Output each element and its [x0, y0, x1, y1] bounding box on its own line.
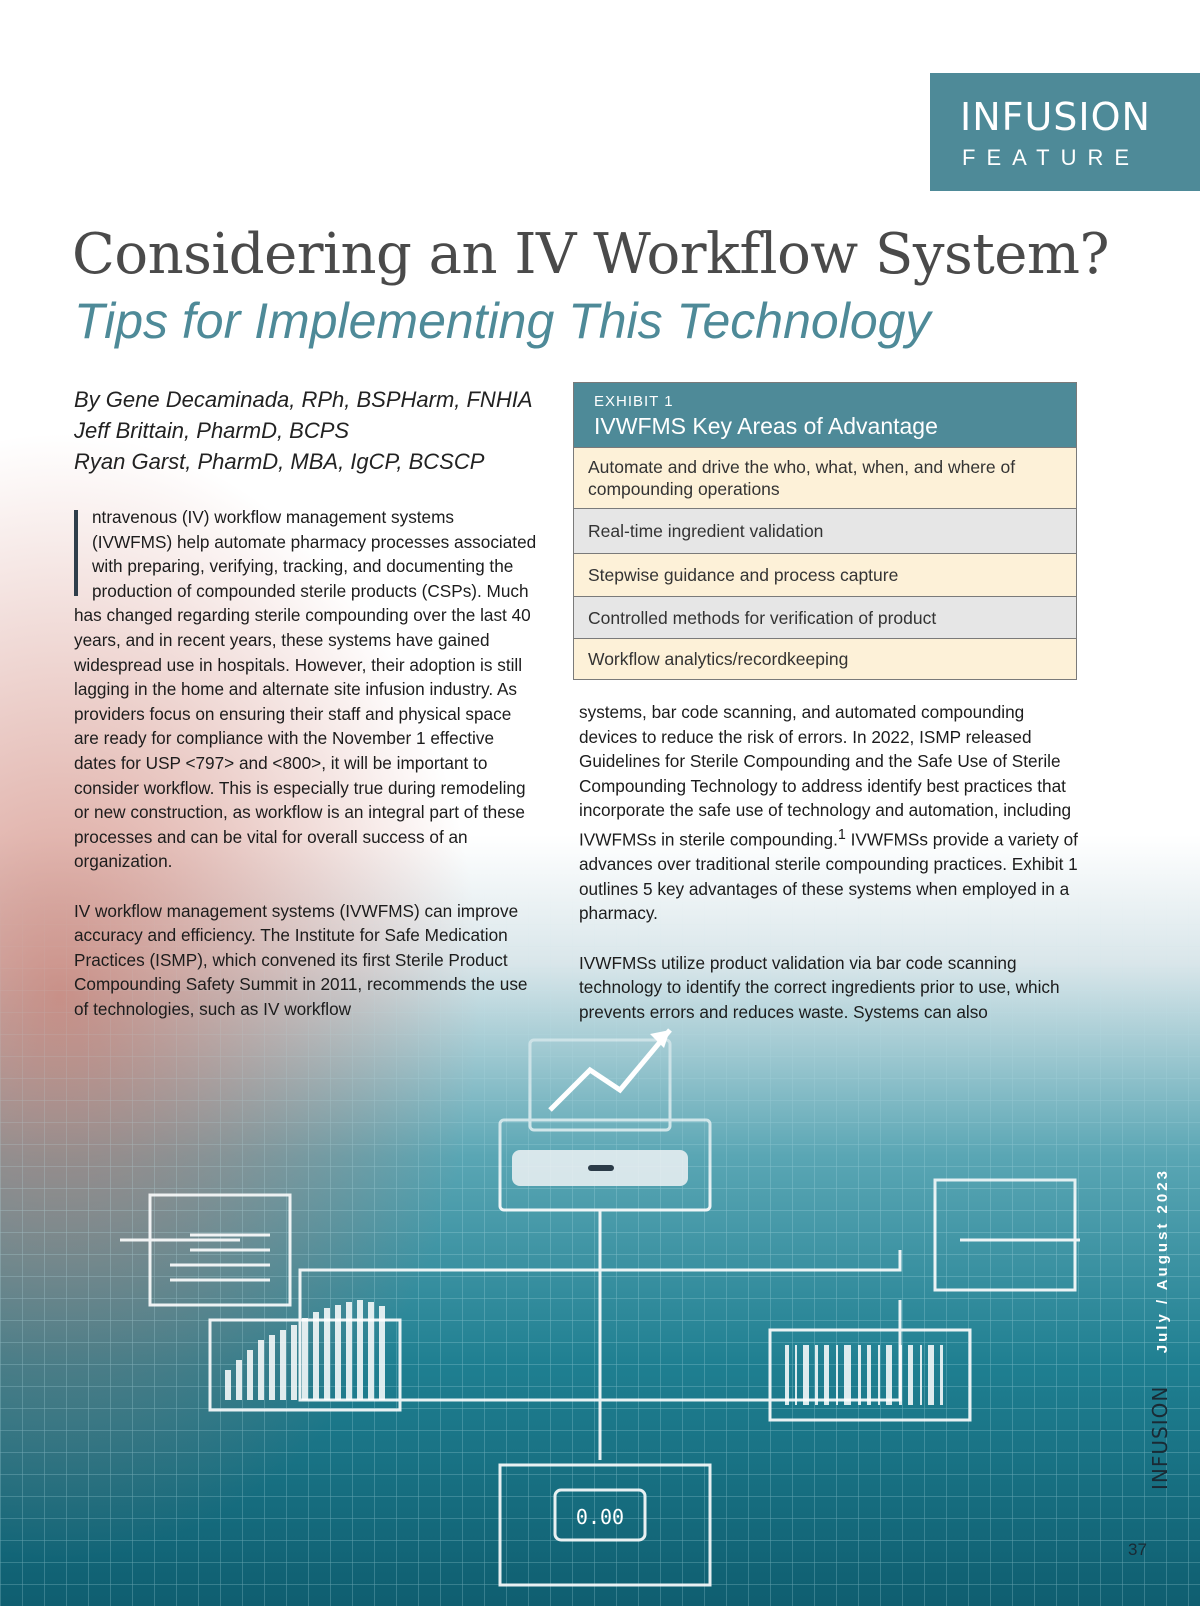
author-list [74, 384, 533, 477]
badge-brand: INFUSION [960, 95, 1151, 139]
footnote-marker: 1 [837, 826, 846, 843]
body-column-left [74, 505, 540, 1046]
paragraph: IV workflow management systems (IVWFMS) can improve accuracy and efficiency. The Institute for Safe Medication Practices (ISMP), which convened its first Sterile Product Compounding Safety Summit in 2011, recommends the use of technologies, such as IV workflow [74, 900, 528, 1019]
paragraph: has changed regarding sterile compounding over the last 40 years, and in recent years, these systems have gained widespread use in hospitals. However, their adoption is still lagging in the home and alternate site infusion industry. As providers focus on ensuring their staff and physical space are ready for compliance with the November 1 effective dates for USP <797> and <800>, it will be important to consider workflow. This is especially true during remodeling or new construction, as workflow is an integral part of these processes and can be vital for overall success of an organization. [74, 605, 531, 872]
exhibit-row: Automate and drive the who, what, when, and where of compounding operations [574, 447, 1076, 508]
exhibit-row: Stepwise guidance and process capture [574, 553, 1076, 596]
article-title: Considering an IV Workflow System? [72, 222, 1110, 287]
badge-section: FEATURE [962, 145, 1141, 170]
exhibit-header [574, 383, 1076, 447]
paragraph-text: IVWFMSs provide a variety of advances over traditional sterile compounding practices. Exhibit 1 outlines 5 key advantages of these systems when employed in a pharmacy. [579, 829, 1078, 924]
indented-intro [74, 505, 540, 603]
author-line: By Gene Decaminada, RPh, BSPHarm, FNHIA [74, 387, 533, 412]
author-line: Jeff Brittain, PharmD, BCPS [74, 418, 350, 443]
paragraph [579, 700, 1079, 926]
exhibit-title: IVWFMS Key Areas of Advantage [594, 413, 938, 439]
intro-line: production of compounded sterile products (CSPs). Much [92, 580, 529, 601]
intro-line: with preparing, verifying, tracking, and documenting the [92, 556, 514, 577]
exhibit-row: Workflow analytics/recordkeeping [574, 638, 1076, 679]
issue-tag [1148, 1168, 1172, 1490]
author-line: Ryan Garst, PharmD, MBA, IgCP, BCSCP [74, 449, 485, 474]
page-number: 37 [1128, 1540, 1147, 1559]
exhibit-row: Real-time ingredient validation [574, 508, 1076, 553]
body-column-right [579, 700, 1079, 1049]
footer-brand: INFUSION [1148, 1385, 1172, 1490]
intro-line: (IVWFMS) help automate pharmacy processes associated [92, 531, 537, 552]
scale-readout: 0.00 [575, 1505, 625, 1529]
paragraph-text: systems, bar code scanning, and automated compounding devices to reduce the risk of errors. In 2022, ISMP released Guidelines for Sterile Compounding and the Safe Use of Sterile Compounding Technology to address identify best practices that incorporate the safe use of technology and automation, including IVWFMSs in sterile compounding. [579, 702, 1072, 850]
exhibit-row: Controlled methods for verification of product [574, 596, 1076, 638]
paragraph: IVWFMSs utilize product validation via bar code scanning technology to identify the correct ingredients prior to use, which prevents errors and reduces waste. Systems can also [579, 952, 1060, 1022]
article-subtitle: Tips for Implementing This Technology [74, 293, 931, 349]
exhibit-label: EXHIBIT 1 [594, 393, 674, 410]
exhibit-table [573, 382, 1077, 680]
intro-line: ntravenous (IV) workflow management systems [92, 507, 455, 527]
section-badge [930, 73, 1200, 191]
issue-date: July / August 2023 [1154, 1168, 1171, 1354]
